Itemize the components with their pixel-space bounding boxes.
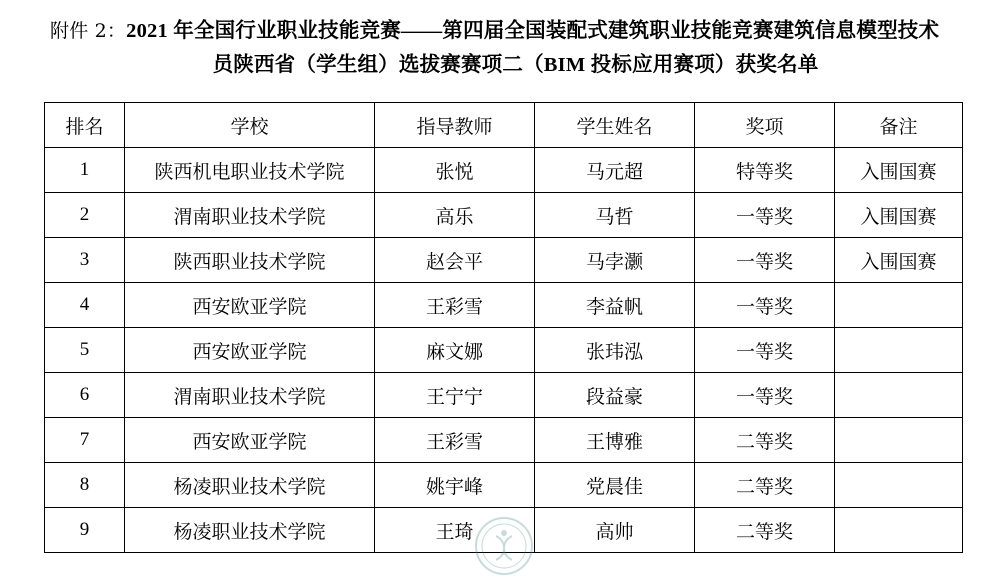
cell-school: 杨凌职业技术学院 bbox=[125, 508, 375, 553]
cell-school: 西安欧亚学院 bbox=[125, 418, 375, 463]
table-row bbox=[45, 283, 963, 328]
table-row bbox=[45, 328, 963, 373]
table-row bbox=[45, 463, 963, 508]
cell-school: 陕西职业技术学院 bbox=[125, 238, 375, 283]
cell-award: 二等奖 bbox=[695, 508, 835, 553]
cell-student: 马元超 bbox=[535, 148, 695, 193]
attachment-label: 附件 2： bbox=[50, 20, 127, 42]
table-row bbox=[45, 148, 963, 193]
cell-remark bbox=[835, 373, 963, 418]
table-row bbox=[45, 373, 963, 418]
cell-rank: 2 bbox=[45, 193, 125, 238]
cell-student: 党晨佳 bbox=[535, 463, 695, 508]
cell-teacher: 王宁宁 bbox=[375, 373, 535, 418]
cell-student: 段益豪 bbox=[535, 373, 695, 418]
cell-rank: 5 bbox=[45, 328, 125, 373]
cell-teacher: 王彩雪 bbox=[375, 418, 535, 463]
cell-remark bbox=[835, 418, 963, 463]
cell-school: 陕西机电职业技术学院 bbox=[125, 148, 375, 193]
cell-award: 特等奖 bbox=[695, 148, 835, 193]
cell-school: 西安欧亚学院 bbox=[125, 328, 375, 373]
document-title-block bbox=[0, 0, 1001, 82]
cell-remark bbox=[835, 508, 963, 553]
cell-remark: 入围国赛 bbox=[835, 193, 963, 238]
cell-rank: 3 bbox=[45, 238, 125, 283]
award-table bbox=[44, 102, 963, 553]
cell-rank: 7 bbox=[45, 418, 125, 463]
cell-remark: 入围国赛 bbox=[835, 148, 963, 193]
cell-student: 马哲 bbox=[535, 193, 695, 238]
cell-award: 一等奖 bbox=[695, 193, 835, 238]
cell-remark: 入围国赛 bbox=[835, 238, 963, 283]
title-text-1: 2021 年全国行业职业技能竞赛——第四届全国装配式建筑职业技能竞赛建筑信息模型技术 bbox=[126, 20, 940, 42]
cell-remark bbox=[835, 463, 963, 508]
table-row bbox=[45, 193, 963, 238]
table-row bbox=[45, 238, 963, 283]
cell-teacher: 麻文娜 bbox=[375, 328, 535, 373]
cell-student: 李益帆 bbox=[535, 283, 695, 328]
cell-teacher: 高乐 bbox=[375, 193, 535, 238]
cell-rank: 8 bbox=[45, 463, 125, 508]
cell-award: 二等奖 bbox=[695, 418, 835, 463]
cell-teacher: 姚宇峰 bbox=[375, 463, 535, 508]
document-title-line-1 bbox=[44, 14, 957, 48]
cell-teacher: 赵会平 bbox=[375, 238, 535, 283]
cell-remark bbox=[835, 283, 963, 328]
cell-award: 一等奖 bbox=[695, 328, 835, 373]
cell-rank: 4 bbox=[45, 283, 125, 328]
column-header-student: 学生姓名 bbox=[535, 103, 695, 148]
table-header-row bbox=[45, 103, 963, 148]
cell-rank: 9 bbox=[45, 508, 125, 553]
cell-school: 西安欧亚学院 bbox=[125, 283, 375, 328]
cell-rank: 1 bbox=[45, 148, 125, 193]
cell-student: 张玮泓 bbox=[535, 328, 695, 373]
cell-school: 杨凌职业技术学院 bbox=[125, 463, 375, 508]
cell-award: 二等奖 bbox=[695, 463, 835, 508]
cell-school: 渭南职业技术学院 bbox=[125, 193, 375, 238]
cell-school: 渭南职业技术学院 bbox=[125, 373, 375, 418]
cell-teacher: 张悦 bbox=[375, 148, 535, 193]
table-row bbox=[45, 508, 963, 553]
column-header-award: 奖项 bbox=[695, 103, 835, 148]
column-header-teacher: 指导教师 bbox=[375, 103, 535, 148]
cell-student: 王博雅 bbox=[535, 418, 695, 463]
column-header-remark: 备注 bbox=[835, 103, 963, 148]
column-header-rank: 排名 bbox=[45, 103, 125, 148]
cell-rank: 6 bbox=[45, 373, 125, 418]
cell-teacher: 王琦 bbox=[375, 508, 535, 553]
cell-award: 一等奖 bbox=[695, 373, 835, 418]
table-row bbox=[45, 418, 963, 463]
cell-award: 一等奖 bbox=[695, 238, 835, 283]
document-title-line-2: 员陕西省（学生组）选拔赛赛项二（BIM 投标应用赛项）获奖名单 bbox=[212, 54, 819, 76]
cell-remark bbox=[835, 328, 963, 373]
cell-student: 高帅 bbox=[535, 508, 695, 553]
cell-student: 马孛灏 bbox=[535, 238, 695, 283]
cell-award: 一等奖 bbox=[695, 283, 835, 328]
cell-teacher: 王彩雪 bbox=[375, 283, 535, 328]
column-header-school: 学校 bbox=[125, 103, 375, 148]
